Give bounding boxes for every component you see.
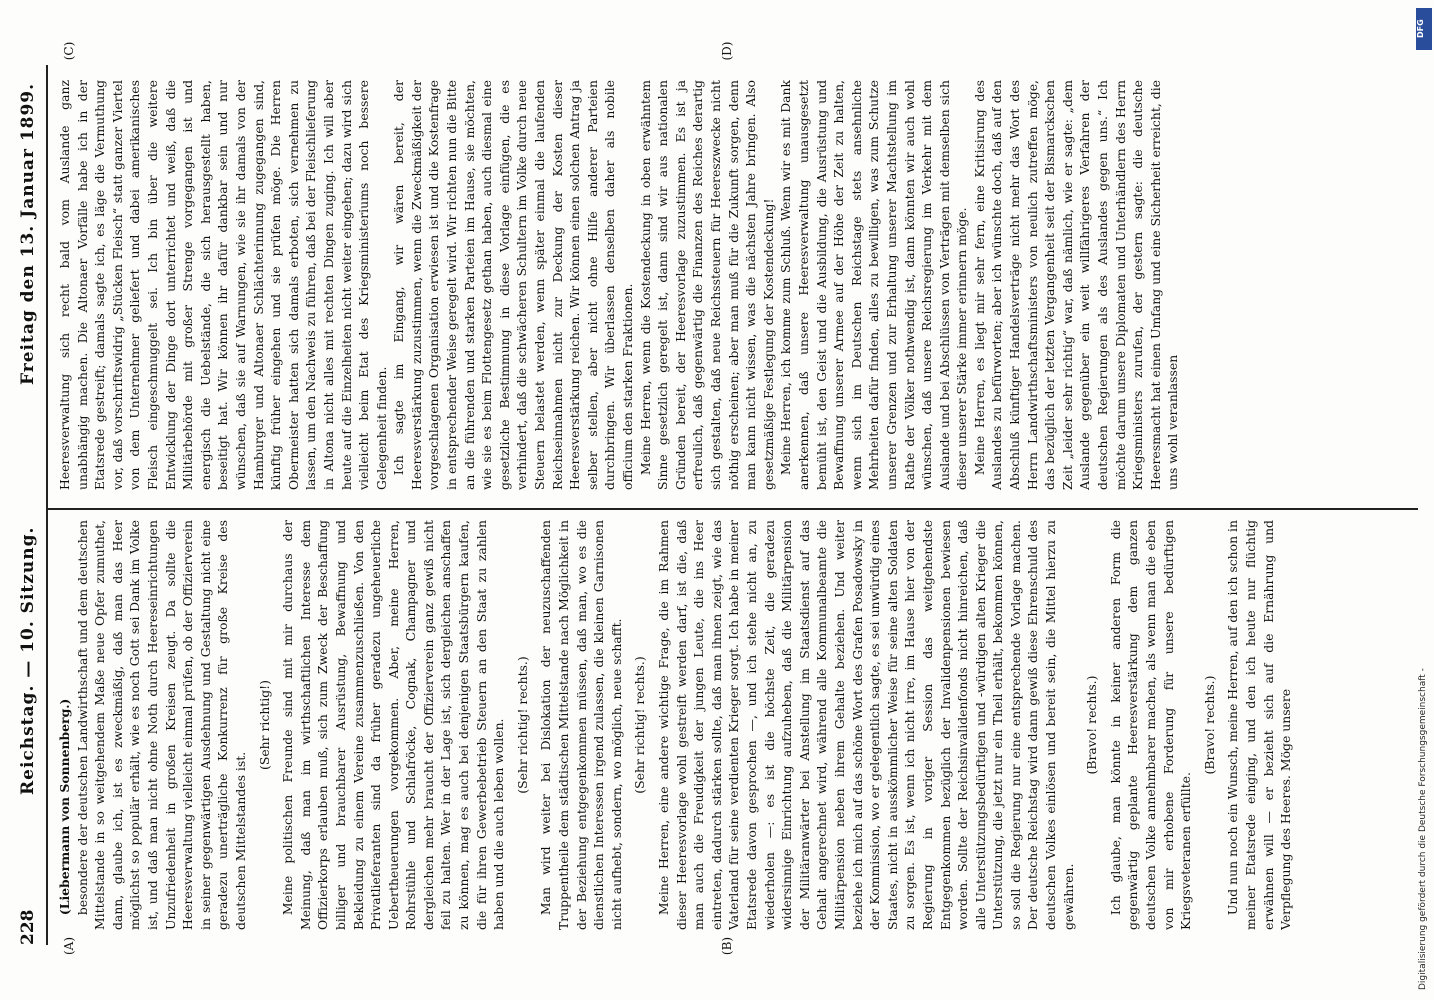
session-title: Reichstag. — 10. Sitzung. [18,526,38,795]
dfg-badge: DFG [1416,8,1432,50]
column-divider [48,508,1418,510]
paragraph: Meine Herren, es liegt mir sehr fern, eine Kritisirung des Auslandes zu befürworten; aber ich wünschte doch, daß auf den Abschluß künftiger Handelsverträge nicht mehr das Wort des Herrn Landwirthschaftsministers von neulich zutreffen möge, das bezüglich der letzten Vergangenheit seit der Bismarckschen Zeit „leider sehr richtig“ war, daß nämlich, wie er sagte: „dem Auslande gegenüber ein weit willfährigeres Verfahren der deutschen Regierungen als des Auslandes gegen uns.“ Ich möchte darum unsere Diplomaten und Unterhändlern des Herrn Kriegsministers zurufen, der gestern sagte: die deutsche Heeresmacht hat einen Umfang und eine Sicherheit erreicht, die uns wohl veranlassen [971,80,1181,490]
margin-marker-b: (B) [720,936,734,956]
paragraph: Und nun noch ein Wunsch, meine Herren, auf den ich schon in meiner Etatsrede einging, und den ich heute nur flüchtig erwähnen will — er bezieht sich auf die Ernährung und Verpflegung des Heeres. Möge unsere [1225,520,1294,930]
paragraph: Ich sagte im Eingang, wir wären bereit, der Heeresverstärkung zuzustimmen, wenn die Zweckmäßigkeit der vorgeschlagenen Organisation erwiesen ist und die Kostenfrage in entsprechender Weise geregelt wird. Wir richten nun die Bitte an die führenden und starken Parteien im Hause, sie möchten, wie sie es beim Flottengesetz gethan haben, auch diesmal eine gesetzliche Bestimmung in diese Vorlage einfügen, die es verhindert, daß die schwächeren Schultern im Volke durch neue Steuern belastet werden, wenn später einmal die laufenden Reichseinnahmen nicht zur Deckung der Kosten dieser Heeresverstärkung reichen. Wir können einen solchen Antrag ja selber stellen, aber nicht ohne Hilfe anderer Parteien durchbringen. Wir überlassen denselben daher als nobile officium den starken Fraktionen. [391,80,635,490]
paragraph: Meine Herren, eine andere wichtige Frage, die im Rahmen dieser Heeresvorlage wohl gestreift werden darf, ist die, daß man auch die Freudigkeit der jungen Leute, die ins Heer eintreten, dadurch stärken sollte, daß man ihnen zeigt, wie das Vaterland für seine verdienten Krieger sorgt. Ich habe in meiner Etatsrede davon gesprochen —, und ich stehe nicht an, zu wiederholen —: es ist die höchste Zeit, die geradezu widersinnige Einrichtung aufzuheben, daß die Militärpension der Militäranwärter bei Anstellung im Staatsdienst auf das Gehalt angerechnet wird, während alle Kommunalbeamte die Militärpension neben ihrem Gehalte beziehen. Und weiter beziehe ich mich auf das schöne Wort des Grafen Posadowsky in der Kommission, wo er gelegentlich sagte, es sei unwürdig eines Staates, nicht in ausskömmlicher Weise für seine alten Soldaten zu sorgen. Es ist, wenn ich nicht irre, im Hause hier von der Regierung in voriger Session das weitgehendste Entgegenkommen bezüglich der Invalidenpensionen bewiesen worden. Sollte der Reichsinvalidenfonds nicht hinreichen, daß alle Unterstützungsbedürftigen und -würdigen alten Krieger die Unterstützung, die jetzt nur ein Theil erhält, bekommen können, so soll die Regierung nur eine entsprechende Vorlage machen. Der deutsche Reichstag wird dann gewiß diese Ehrenschuld des deutschen Volkes einlösen und bereit sein, die Mittel hierzu zu gewähren. [656,520,1076,930]
paragraph: Meine Herren, ich komme zum Schluß. Wenn wir es mit Dank anerkennen, daß unsere Heeresverwaltung unausgesetzt bemüht ist, den Geist und die Ausbildung, die Ausrüstung und Bewaffnung unserer Armee auf der Höhe der Zeit zu halten, wenn sich im Deutschen Reichstage stets ansehnliche Mehrheiten dafür finden, alles zu bewilligen, was zum Schutze unserer Grenzen und zur Erhaltung unserer Machtstellung im Rathe der Völker nothwendig ist, dann könnten wir auch wohl wünschen, daß unsere Reichsregierung im Verkehr mit dem Auslande und bei Abschlüssen von Verträgen mit demselben sich dieser unserer Stärke immer erinnern möge. [778,80,970,490]
page-header [8,65,48,945]
paragraph: Meine politischen Freunde sind mit mir durchaus der Meinung, daß man im wirthschaftlichen Interesse dem Offizierkorps erlauben muß, sich zum Zweck der Beschaffung billiger und brauchbarer Ausrüstung, Bewaffnung und Bekleidung zu einem Vereine zusammenzuschließen. Von den Privatlieferanten sind da früher geradezu ungeheuerliche Uebertheuerungen vorgekommen. Aber, meine Herren, Rohrstühle und Schlafröcke, Cognak, Champagner und dergleichen mehr braucht der Offizierverein ganz gewiß nicht feil zu halten. Wer in der Lage ist, sich dergleichen anschaffen zu können, mag es auch bei denjenigen Staatsbürgern kaufen, die für ihren Gewerbebetrieb Steuern an den Staat zu zahlen haben und die auch leben wollen. [280,520,507,930]
session-date: Freitag den 13. Januar 1899. [18,82,38,385]
paragraph: Heeresverwaltung sich recht bald vom Auslande ganz unabhängig machen. Die Altonaer Vorfälle habe ich in der Etatsrede gestreift; damals sagte ich, es läge die Vermuthung vor, daß vorschriftswidrig „Stücken Fleisch“ statt ganzer Viertel von dem Unternehmer geliefert und dabei amerikanisches Fleisch eingeschmuggelt sei. Ich bin über die weitere Entwicklung der Dinge dort unterrichtet und weiß, daß die Militärbehörde mit großer Strenge vorgegangen ist und energisch die Uebelstände, die sich herausgestellt haben, beseitigt hat. Wir können ihr dafür dankbar sein und nur wünschen, daß sie auf Warnungen, wie sie ihr damals von der Hamburger und Altonaer Schlächterinnung zugegangen sind, künftig früher eingehen und sie prüfen möge. Die Herren Obermeister hatten sich damals erboten, sich vernehmen zu lassen, um den Nachweis zu führen, daß bei der Fleischlieferung in Altona nicht alles mit rechten Dingen zuging. Ich will aber heute auf die Einzelheiten nicht weiter eingehen; dazu wird sich vielleicht beim Etat des Kriegsministeriums noch bessere Gelegenheit finden. [57,80,389,490]
interjection: (Sehr richtig!) [256,680,272,770]
interjection: (Bravo! rechts.) [1201,675,1217,775]
text-column-right [56,80,1416,490]
paragraph: besondere der deutschen Landwirthschaft und dem deutschen Mittelstande in so weitgehendem Maße neue Opfer zumuthet, dann, glaube ich, ist es zweckmäßig, daß man das Heer möglichst so populär erhält, wie es noch Gott sei Dank im Volke ist, und daß man nicht ohne Noth durch Heereseinrichtungen Unzufriedenheit in großen Kreisen zeugt. Da sollte die Heeresverwaltung vielleicht einmal prüfen, ob der Offizierverein in seiner gegenwärtigen Ausdehnung und Gestaltung nicht eine geradezu unerträgliche Konkurrenz für große Kreise des deutschen Mittelstandes ist. [74,520,248,930]
paragraph: Meine Herren, wenn die Kostendeckung in oben erwähntem Sinne gesetzlich geregelt ist, dann sind wir aus nationalen Gründen bereit, der Heeresvorlage zuzustimmen. Es ist ja erfreulich, daß gegenwärtig die Finanzen des Reiches derartig sich gestalten, daß neue Reichssteuern für Heereszwecke nicht nöthig erscheinen; aber man muß für die Zukunft sorgen, denn man kann nicht wissen, was die nächsten Jahre bringen. Also gesetzmäßige Festlegung der Kostendeckung! [637,80,776,490]
interjection: (Sehr richtig! rechts.) [514,656,530,794]
interjection: (Bravo! rechts.) [1084,675,1100,775]
speaker-name: (Liebermann von Sonnenberg.) [57,698,72,916]
header-rule [46,65,48,945]
margin-marker-a: (A) [62,936,76,956]
paragraph: Ich glaube, man könnte in keiner anderen Form die gegenwärtig geplante Heeresverstärkung dem ganzen deutschen Volke annehmbarer machen, als wenn man die eben von mir erhobene Forderung für unsere bedürftigen Kriegsveteranen erfüllte. [1107,520,1194,930]
paragraph: Man wird weiter bei Dislokation der neuzuschaffenden Truppentheile dem städtischen Mittelstande nach Möglichkeit in der Beziehung entgegenkommen müssen, daß man, wo es die dienstlichen Interessen irgend zulassen, die kleinen Garnisonen nicht aufhebt, sondern, wo möglich, neue schafft. [538,520,624,930]
margin-marker-c: (C) [62,41,76,61]
page-number: 228 [18,909,38,945]
interjection: (Sehr richtig! rechts.) [632,656,648,794]
margin-marker-d: (D) [720,41,734,61]
text-column-left [56,520,1416,930]
digitization-note: Digitalisierung gefördert durch die Deutsche Forschungsgemeinschaft - [1418,668,1428,990]
